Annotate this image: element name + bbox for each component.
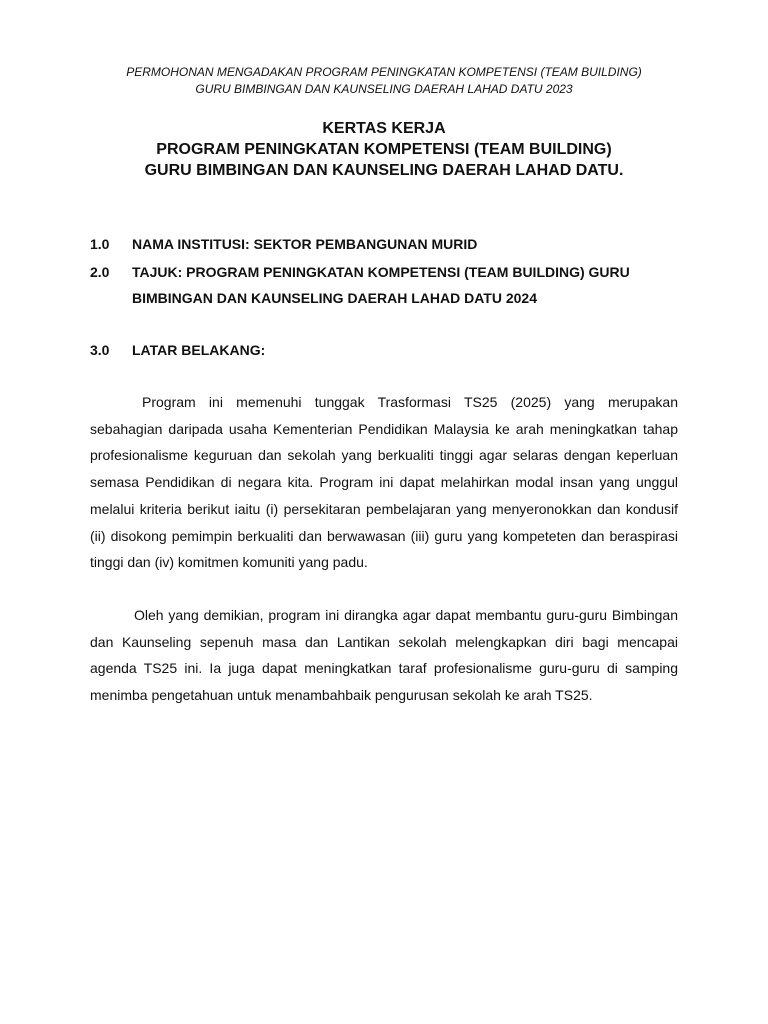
header-line-1: PERMOHONAN MENGADAKAN PROGRAM PENINGKATAN KOMPETENSI (TEAM BUILDING): [126, 65, 642, 79]
section-number: 1.0: [90, 236, 110, 252]
paragraph-background-1: Program ini memenuhi tunggak Trasformasi TS25 (2025) yang merupakan sebahagian daripada usaha Kementerian Pendidikan Malaysia ke arah meningkatkan tahap profesionalisme keguruan dan sekolah yang berkualiti tinggi agar selaras dengan keperluan semasa Pendidikan di negara kita. Program ini dapat melahirkan modal insan yang unggul melalui kriteria berikut iaitu (i) persekitaran pembelajaran yang menyeronokkan dan kondusif (ii) disokong pemimpin berkualiti dan berwawasan (iii) guru yang kompeteten dan beraspirasi tinggi dan (iv) komitmen komuniti yang padu.: [90, 394, 678, 571]
section-number: 3.0: [90, 342, 110, 358]
section-heading-1: [90, 231, 678, 257]
section-number: 2.0: [90, 264, 110, 280]
section-heading-3: [90, 337, 678, 363]
title-line-2: PROGRAM PENINGKATAN KOMPETENSI (TEAM BUILDING): [156, 141, 612, 158]
header-line-2: GURU BIMBINGAN DAN KAUNSELING DAERAH LAHAD DATU 2023: [195, 82, 573, 96]
section-heading-2: [90, 259, 678, 311]
section-label: LATAR BELAKANG:: [132, 342, 266, 358]
title-line-1: KERTAS KERJA: [322, 120, 446, 137]
section-label: NAMA INSTITUSI: SEKTOR PEMBANGUNAN MURID: [132, 236, 478, 252]
paragraph-background-2: Oleh yang demikian, program ini dirangka agar dapat membantu guru-guru Bimbingan dan Kaunseling sepenuh masa dan Lantikan sekolah melengkapkan diri bagi mencapai agenda TS25 ini. Ia juga dapat meningkatkan taraf profesionalisme guru-guru di samping menimba pengetahuan untuk menambahbaik pengurusan sekolah ke arah TS25.: [90, 607, 678, 704]
section-list: [90, 231, 678, 363]
title-line-3: GURU BIMBINGAN DAN KAUNSELING DAERAH LAHAD DATU.: [144, 162, 624, 179]
section-label: TAJUK: PROGRAM PENINGKATAN KOMPETENSI (TEAM BUILDING) GURU BIMBINGAN DAN KAUNSELING DAERAH LAHAD DATU 2024: [132, 264, 630, 306]
document-header: [0, 64, 768, 98]
document-title: [0, 118, 768, 181]
